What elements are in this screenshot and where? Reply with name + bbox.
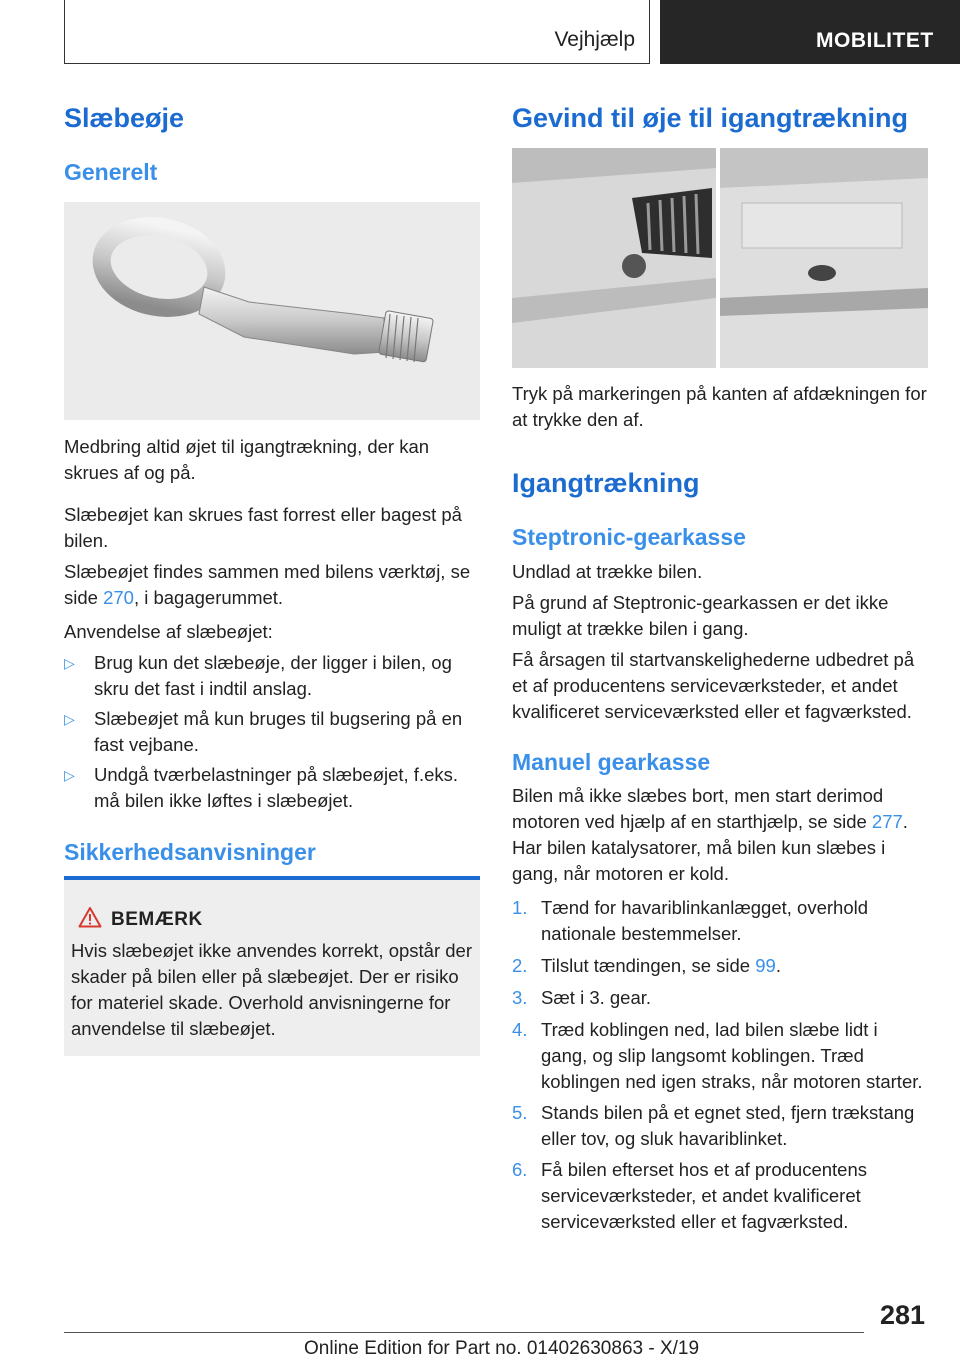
page-link[interactable]: 270 (103, 587, 134, 608)
numbered-step: 5. Stands bilen på et egnet sted, fjern trækstang eller tov, og sluk havariblinket. (512, 1102, 915, 1149)
step-number: 5. (512, 1102, 528, 1123)
numbered-step: 6. Få bilen efterset hos et af producentens serviceværksteder, et andet kvalificeret serviceværksted eller et fagværksted. (512, 1159, 868, 1232)
step-number: 2. (512, 955, 528, 976)
warning-text: Hvis slæbeøjet ikke anvendes korrekt, opstår der skader på bilen eller på slæbeøjet. Der er risiko for materiel skade. Overhold anvisningerne for anvendelse til slæbeøjet. (71, 940, 473, 1039)
page-number: 281 (880, 1300, 926, 1330)
triangle-bullet-icon: ▷ (64, 655, 75, 671)
section-name: Vejhjælp (554, 28, 635, 51)
subheading-steptronic: Steptronic-gearkasse (512, 524, 746, 550)
paragraph: Slæbeøjet kan skrues fast forrest eller bagest på bilen. (64, 504, 462, 551)
numbered-step: 3. Sæt i 3. gear. (512, 985, 928, 1011)
warning-box (64, 876, 480, 1056)
paragraph: Medbring altid øjet til igangtrækning, der kan skrues af og på. (64, 436, 430, 483)
chapter-name: MOBILITET (816, 29, 934, 52)
page-link[interactable]: 99 (755, 955, 776, 976)
paragraph: Bilen må ikke slæbes bort, men start derimod motoren ved hjælp af en starthjælp, se side 277. Har bilen katalysatorer, må bilen kun slæbes i gang, når motoren er kold. (512, 785, 908, 884)
footer-divider (64, 1332, 864, 1333)
page-link[interactable]: 277 (871, 811, 903, 832)
image-caption: Tryk på markeringen på kanten af afdækningen for at trykke den af. (512, 383, 927, 430)
paragraph: Få årsagen til startvanskelighederne udbedret på et af producentens serviceværksteder, et andet kvalificeret serviceværksted eller et fagværksted. (512, 649, 915, 722)
section-title-gevind: Gevind til øje til igangtrækning (512, 103, 909, 133)
footer-edition: Online Edition for Part no. 01402630863 - X/19 (304, 1338, 700, 1359)
numbered-step: 4. Træd koblingen ned, lad bilen slæbe lidt i gang, og slip langsomt koblingen. Træd koblingen ned igen straks, når motoren starter. (512, 1019, 923, 1092)
bumper-thread-cover-image (512, 148, 928, 368)
warning-triangle-icon (78, 906, 102, 928)
triangle-bullet-icon: ▷ (64, 711, 75, 727)
numbered-step: 2. Tilslut tændingen, se side 99. (512, 953, 928, 979)
page-title: Slæbeøje (64, 103, 185, 133)
paragraph: Slæbeøjet findes sammen med bilens værktøj, se side 270, i bagagerummet. (64, 561, 471, 608)
subheading-manuel: Manuel gearkasse (512, 749, 711, 775)
step-number: 3. (512, 987, 528, 1008)
tow-eye-image (64, 202, 480, 420)
bumper-illustration (512, 148, 928, 368)
list-item: ▷ Slæbeøjet må kun bruges til bugsering på en fast vejbane. (64, 708, 463, 755)
running-header (64, 0, 650, 64)
numbered-step: 1. Tænd for havariblinkanlægget, overhold nationale bestemmelser. (512, 897, 869, 944)
list-item: ▷ Undgå tværbelastninger på slæbeøjet, f.eks. må bilen ikke løftes i slæbeøjet. (64, 764, 459, 811)
step-number: 4. (512, 1019, 528, 1040)
paragraph: Undlad at trække bilen. (512, 561, 703, 582)
paragraph: Anvendelse af slæbeøjet: (64, 621, 273, 642)
chapter-tab (660, 0, 960, 64)
step-number: 1. (512, 897, 528, 918)
section-heading-igangtraekning: Igangtrækning (512, 468, 700, 498)
section-heading-safety: Sikkerhedsanvisninger (64, 839, 316, 865)
list-item: ▷ Brug kun det slæbeøje, der ligger i bilen, og skru det fast i indtil anslag. (64, 652, 452, 699)
step-number: 6. (512, 1159, 528, 1180)
warning-title: BEMÆRK (111, 909, 203, 930)
section-heading-generelt: Generelt (64, 159, 158, 185)
tow-eye-illustration (64, 202, 480, 420)
paragraph: På grund af Steptronic-gearkassen er det ikke muligt at trække bilen i gang. (512, 592, 889, 639)
triangle-bullet-icon: ▷ (64, 767, 75, 783)
